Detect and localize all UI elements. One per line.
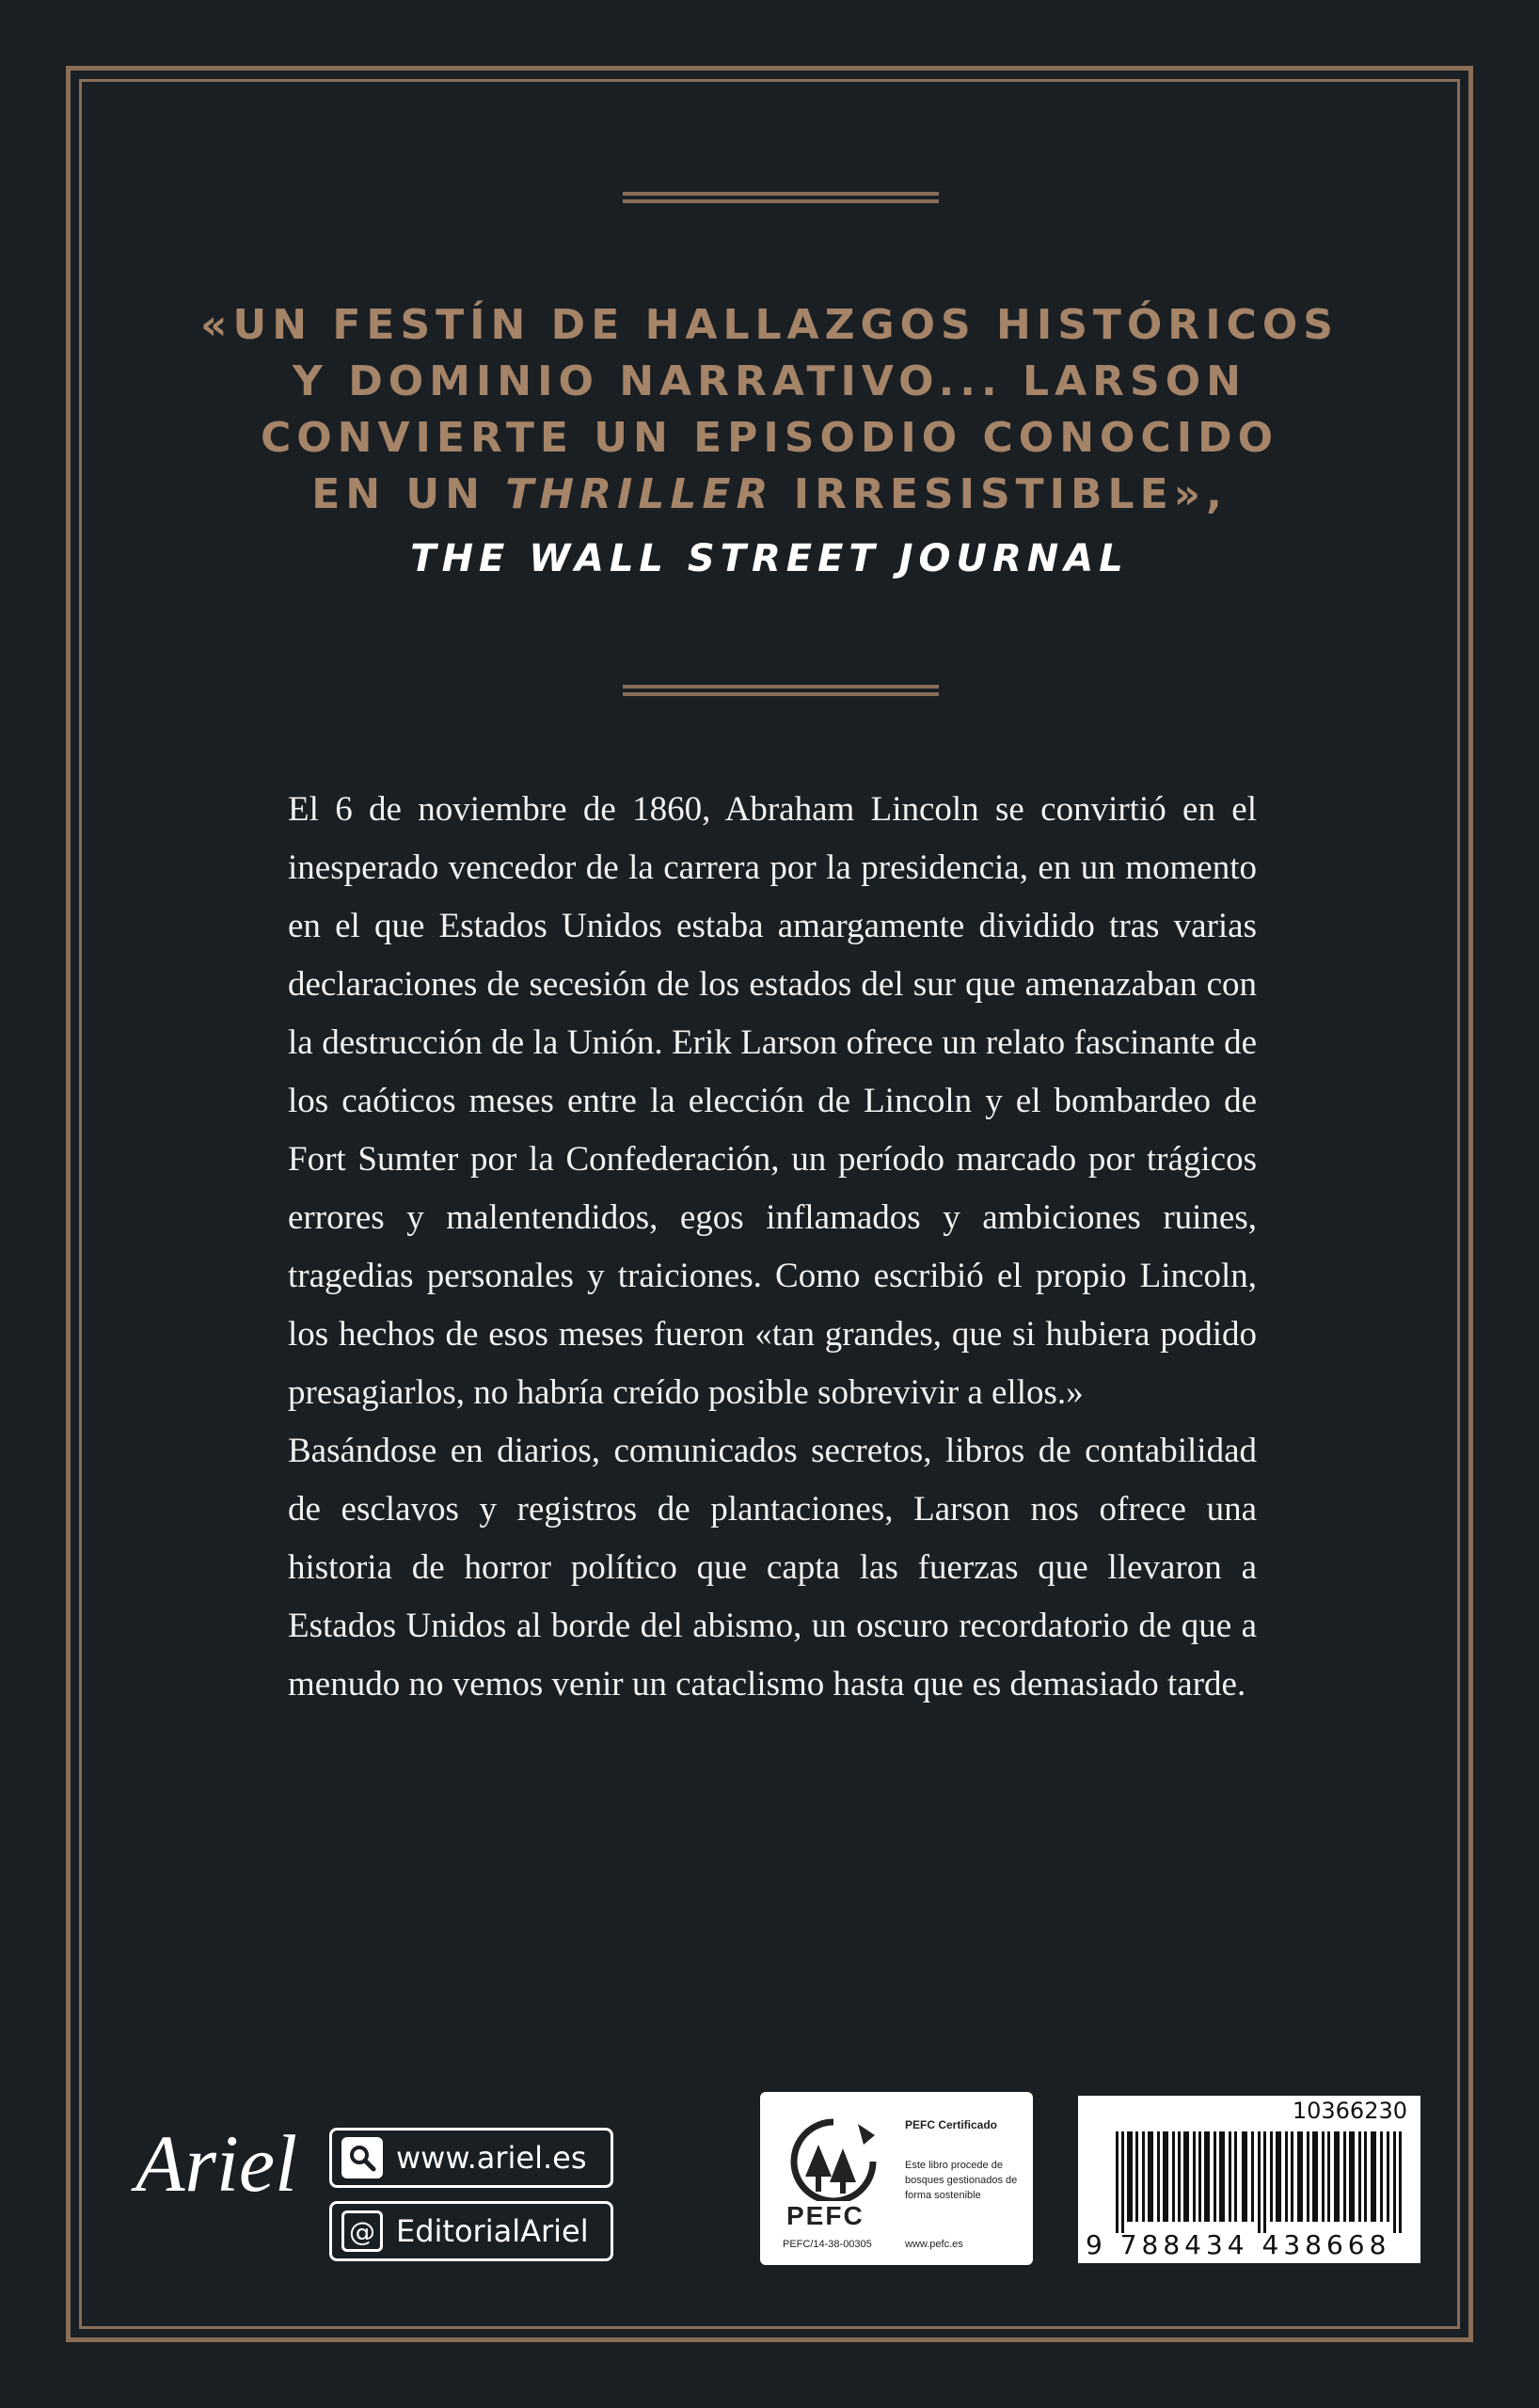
quote-line-4: EN UN THRILLER IRRESISTIBLE»,	[311, 470, 1228, 518]
website-label: www.ariel.es	[396, 2140, 587, 2176]
pefc-tree-icon	[785, 2116, 882, 2201]
quote-line-1: «UN FESTÍN DE HALLAZGOS HISTÓRICOS	[200, 301, 1339, 349]
synopsis	[288, 781, 1257, 1714]
quote-source: THE WALL STREET JOURNAL	[410, 537, 1129, 580]
barcode-bars	[1116, 2131, 1407, 2233]
social-label: EditorialAriel	[396, 2213, 589, 2249]
barcode-top-number: 10366230	[1292, 2098, 1407, 2124]
bottom-divider	[623, 685, 939, 696]
pefc-label	[760, 2092, 1033, 2265]
pefc-description: Este libro procede de bosques gestionados de forma sostenible	[905, 2160, 1018, 2201]
top-divider	[623, 192, 939, 203]
pefc-code: PEFC/14-38-00305	[783, 2239, 872, 2250]
pefc-website: www.pefc.es	[905, 2239, 963, 2250]
social-badge[interactable]	[329, 2201, 613, 2261]
website-badge[interactable]	[329, 2128, 613, 2188]
pefc-brand: PEFC	[786, 2201, 865, 2230]
pefc-title: PEFC Certificado	[905, 2118, 998, 2131]
search-icon	[341, 2137, 383, 2178]
review-quote	[169, 297, 1370, 523]
synopsis-paragraph-2: Basándose en diarios, comunicados secretos, libros de contabilidad de esclavos y registros de plantaciones, Larson nos ofrece una historia de horror político que capta las fuerzas que llevaron a Estados Unidos al borde del abismo, un oscuro recordatorio de que a menudo no vemos venir un cataclismo hasta que es demasiado tarde.	[288, 1432, 1257, 1703]
synopsis-paragraph-1: El 6 de noviembre de 1860, Abraham Lincoln se convirtió en el inesperado vencedor de la carrera por la presidencia, en un momento en el que Estados Unidos estaba amargamente dividido tras varias declaraciones de secesión de los estados del sur que amenazaban con la destrucción de la Unión. Erik Larson ofrece un relato fascinante de los caóticos meses entre la elección de Lincoln y el bombardeo de Fort Sumter por la Confederación, un período marcado por trágicos errores y malentendidos, egos inflamados y ambiciones ruines, tragedias personales y traiciones. Como escribió el propio Lincoln, los hechos de esos meses fueron «tan grandes, que si hubiera podido presagiarlos, no habría creído posible sobrevivir a ellos.»	[288, 790, 1257, 1412]
publisher-logo: Ariel	[135, 2118, 297, 2209]
barcode-label	[1078, 2096, 1420, 2263]
barcode-isbn: 9 788434 438668	[1086, 2229, 1391, 2260]
quote-emphasis: THRILLER	[505, 470, 774, 518]
quote-line-2: Y DOMINIO NARRATIVO... LARSON	[293, 357, 1246, 405]
quote-line-3: CONVIERTE UN EPISODIO CONOCIDO	[260, 414, 1279, 462]
at-sign-icon: @	[341, 2210, 383, 2252]
